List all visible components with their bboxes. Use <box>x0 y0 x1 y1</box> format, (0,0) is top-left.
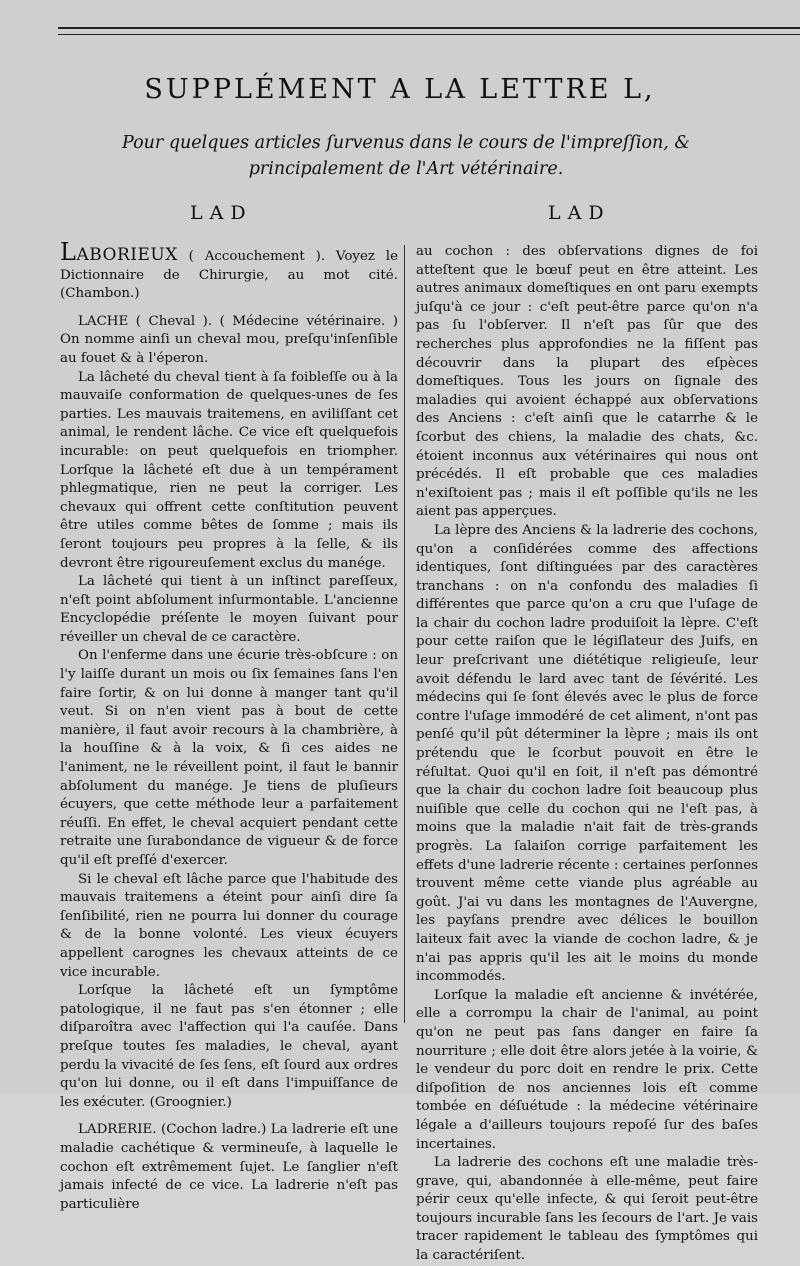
paragraph: On l'enferme dans une écurie très-obſcure : on l'y laiſſe durant un mois ou ſix ſemaines ſans l'en faire ſortir, & on lui donne à manger tant qu'il veut. Si on n'en vient pas à bout de cette manière, il faut avoir recours à la chambrière, à la houſſine & à la voix, & ſi ces aides ne l'animent, ne le réveillent point, il faut le bannir abſolument du manége. Je tiens de pluſieurs écuyers, que cette méthode leur a parfaitement réuſſi. En effet, le cheval acquiert pendant cette retraite une ſurabondance de vigueur & de force qu'il eſt preſſé d'exercer. <box>60 648 398 868</box>
top-rule-thin <box>58 34 800 35</box>
entry-text: ( Cheval ). ( Médecine vétérinaire. ) On nomme ainſi un cheval mou, preſqu'inſenſible au fouet & à l'éperon. <box>60 313 398 366</box>
paragraph: Lorſque la lâcheté eſt un ſymptôme patologique, il ne faut pas s'en étonner ; elle diſparoîtra avec l'affection qui l'a cauſée. Dans preſque toutes ſes maladies, le cheval, ayant perdu la vivacité de ſes ſens, eſt ſourd aux ordres qu'on lui donne, ou il eſt dans l'impuiſſance de les exécuter. (Groognier.) <box>60 983 398 1110</box>
running-head-left: LAD <box>190 202 253 224</box>
left-column <box>60 238 398 1214</box>
entry-text: ( Accouchement ). Voyez le Dictionnaire de Chirurgie, au mot cité. (Chambon.) <box>60 249 398 302</box>
page-title: SUPPLÉMENT A LA LETTRE L, <box>144 74 656 105</box>
entry-lache <box>60 313 398 369</box>
column-divider <box>404 245 405 1023</box>
entry-ladrerie <box>60 1121 398 1214</box>
headword: LACHE <box>78 313 129 329</box>
page-subtitle: Pour quelques articles ſurvenus dans le cours de l'impreſſion, & principalement de l'Art vétérinaire. <box>122 133 690 179</box>
headword: Laborieux <box>60 238 178 266</box>
paragraph: La lèpre des Anciens & la ladrerie des cochons, qu'on a conſidérées comme des affections identiques, ſont diſtinguées par des caractères tranchans : on n'a confondu des maladies ſi différentes que parce qu'on a cru que l'uſage de la chair du cochon ladre produiſoit la lèpre. C'eſt pour cette raiſon que le légiſlateur des Juifs, en leur preſcrivant une diététique religieuſe, leur avoit défendu le lard avec tant de ſévérité. Les médecins qui ſe ſont élevés avec le plus de force contre l'uſage immodéré de cet aliment, n'ont pas penſé qu'il pût déterminer la lèpre ; mais ils ont prétendu que le ſcorbut pouvoit en être le réſultat. Quoi qu'il en ſoit, il n'eſt pas démontré que la chair du cochon ladre ſoit beaucoup plus nuiſible que celle du cochon qui ne l'eſt pas, à moins que la maladie n'ait fait de très-grands progrès. La ſalaiſon corrige parfaitement les effets d'une ladrerie récente : certaines perſonnes trouvent même cette viande plus agréable au goût. J'ai vu dans les montagnes de l'Auvergne, les payſans prendre avec délices le bouillon laiteux fait avec la viande de cochon ladre, & je n'ai pas appris qu'il les ait le moins du monde incommodés. <box>416 522 758 985</box>
paragraph: La lâcheté qui tient à un inſtinct pareſſeux, n'eſt point abſolument inſurmontable. L'ancienne Encyclopédie préſente le moyen ſuivant pour réveiller un cheval de ce caractère. <box>60 574 398 645</box>
paragraph: Lorſque la maladie eſt ancienne & invétérée, elle a corrompu la chair de l'animal, au point qu'on ne peut pas ſans danger en faire ſa nourriture ; elle doit être alors jetée à la voirie, & le vendeur du porc doit en rendre le prix. Cette diſpoſition de nos anciennes lois eſt comme tombée en déſuétude : la médecine vétérinaire légale a d'ailleurs toujours repoſé ſur des baſes incertaines. <box>416 987 758 1152</box>
paragraph: Si le cheval eſt lâche parce que l'habitude des mauvais traitemens a éteint pour ainſi dire ſa ſenſibilité, rien ne pourra lui donner du courage & de la bonne volonté. Les vieux écuyers appellent carognes les chevaux atteints de ce vice incurable. <box>60 871 398 980</box>
entry-laborieux <box>60 238 398 304</box>
paragraph: au cochon : des obſervations dignes de foi atteſtent que le bœuf peut en être atteint. Les autres animaux domeſtiques en ont paru exempts juſqu'à ce jour : c'eſt peut-être parce qu'on n'a pas ſu l'obſerver. Il n'eſt pas ſûr que des recherches plus approfondies ne la fiſſent pas découvrir dans la plupart des eſpèces domeſtiques. Tous les jours on ſignale des maladies qui avoient échappé aux obſervations des Anciens : c'eſt ainſi que le catarrhe & le ſcorbut des chiens, la maladie des chats, &c. étoient inconnus aux vétérinaires qui nous ont précédés. Il eſt probable que ces maladies n'exiſtoient pas ; mais il eſt poſſible qu'ils ne les aient pas apperçues. <box>416 244 758 520</box>
paragraph: La ladrerie des cochons eſt une maladie très-grave, qui, abandonnée à elle-même, peut faire périr ceux qu'elle infecte, & qui ſeroit peut-être toujours incurable ſans les ſecours de l'art. Je vais tracer rapidement le tableau des ſymptômes qui la caractériſent. <box>416 1155 758 1264</box>
running-head-right: LAD <box>548 202 611 224</box>
top-rule <box>58 27 800 29</box>
entry-text: (Cochon ladre.) La ladrerie eſt une maladie cachétique & vermineuſe, à laquelle le cochon eſt extrêmement ſujet. Le ſanglier n'eſt jamais infecté de ce vice. La ladrerie n'eſt pas particulière <box>60 1122 398 1212</box>
paragraph: La lâcheté du cheval tient à ſa foibleſſe ou à la mauvaiſe conformation de quelques-unes de ſes parties. Les mauvais traitemens, en aviliſſant cet animal, le rendent lâche. Ce vice eſt quelquefois incurable: on peut quelquefois en triompher. Lorſque la lâcheté eſt due à un tempérament phlegmatique, rien ne peut la corriger. Les chevaux qui offrent cette conſtitution peuvent être utiles comme bêtes de ſomme ; mais ils ſeront toujours peu propres à la ſelle, & ils devront être rigoureuſement exclus du manége. <box>60 369 398 571</box>
headword: LADRERIE. <box>78 1122 157 1138</box>
right-column <box>416 243 758 1266</box>
